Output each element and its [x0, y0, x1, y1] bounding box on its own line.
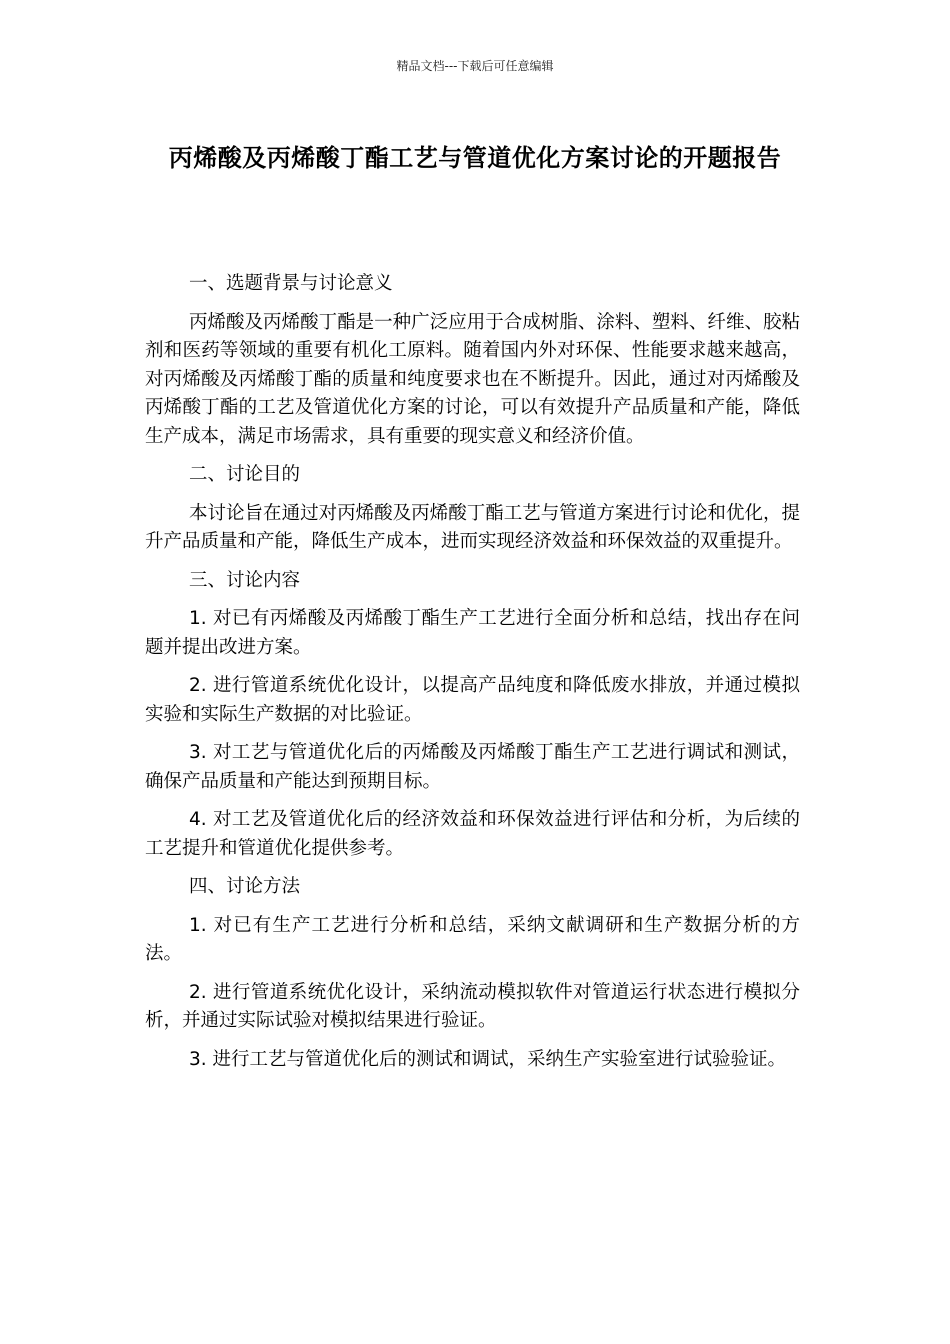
- list-item: 3. 进行工艺与管道优化后的测试和调试，采纳生产实验室进行试验验证。: [189, 1048, 787, 1070]
- document-title: 丙烯酸及丙烯酸丁酯工艺与管道优化方案讨论的开题报告: [168, 144, 782, 172]
- list-item: 2. 进行管道系统优化设计，以提高产品纯度和降低废水排放，并通过模拟实验和实际生产数据的对比验证。: [145, 675, 800, 725]
- section-heading: 四、讨论方法: [189, 876, 301, 897]
- section-purpose: [145, 461, 800, 557]
- list-item: 1. 对已有生产工艺进行分析和总结，采纳文献调研和生产数据分析的方法。: [145, 914, 800, 964]
- section-heading: 三、讨论内容: [189, 569, 301, 591]
- page-header: 精品文档---下载后可任意编辑: [396, 59, 554, 73]
- list-item: 3. 对工艺与管道优化后的丙烯酸及丙烯酸丁酯生产工艺进行调试和测试，确保产品质量和产能达到预期目标。: [145, 742, 800, 792]
- section-methods: [145, 873, 800, 1074]
- section-content: [145, 567, 800, 864]
- section-background: [145, 270, 800, 451]
- paragraph: 本讨论旨在通过对丙烯酸及丙烯酸丁酯工艺与管道方案进行讨论和优化，提升产品质量和产能，降低生产成本，进而实现经济效益和环保效益的双重提升。: [145, 502, 800, 552]
- list-item: 4. 对工艺及管道优化后的经济效益和环保效益进行评估和分析，为后续的工艺提升和管道优化提供参考。: [145, 809, 800, 859]
- paragraph: 丙烯酸及丙烯酸丁酯是一种广泛应用于合成树脂、涂料、塑料、纤维、胶粘剂和医药等领域的重要有机化工原料。随着国内外对环保、性能要求越来越高，对丙烯酸及丙烯酸丁酯的质量和纯度要求也在不断提升。因此，通过对丙烯酸及丙烯酸丁酯的工艺及管道优化方案的讨论，可以有效提升产品质量和产能，降低生产成本，满足市场需求，具有重要的现实意义和经济价值。: [145, 311, 800, 447]
- list-item: 1. 对已有丙烯酸及丙烯酸丁酯生产工艺进行全面分析和总结，找出存在问题并提出改进方案。: [145, 608, 800, 658]
- document-body: [145, 270, 800, 1084]
- list-item: 2. 进行管道系统优化设计，采纳流动模拟软件对管道运行状态进行模拟分析，并通过实际试验对模拟结果进行验证。: [145, 981, 800, 1031]
- section-heading: 一、选题背景与讨论意义: [189, 273, 393, 294]
- section-heading: 二、讨论目的: [189, 464, 301, 485]
